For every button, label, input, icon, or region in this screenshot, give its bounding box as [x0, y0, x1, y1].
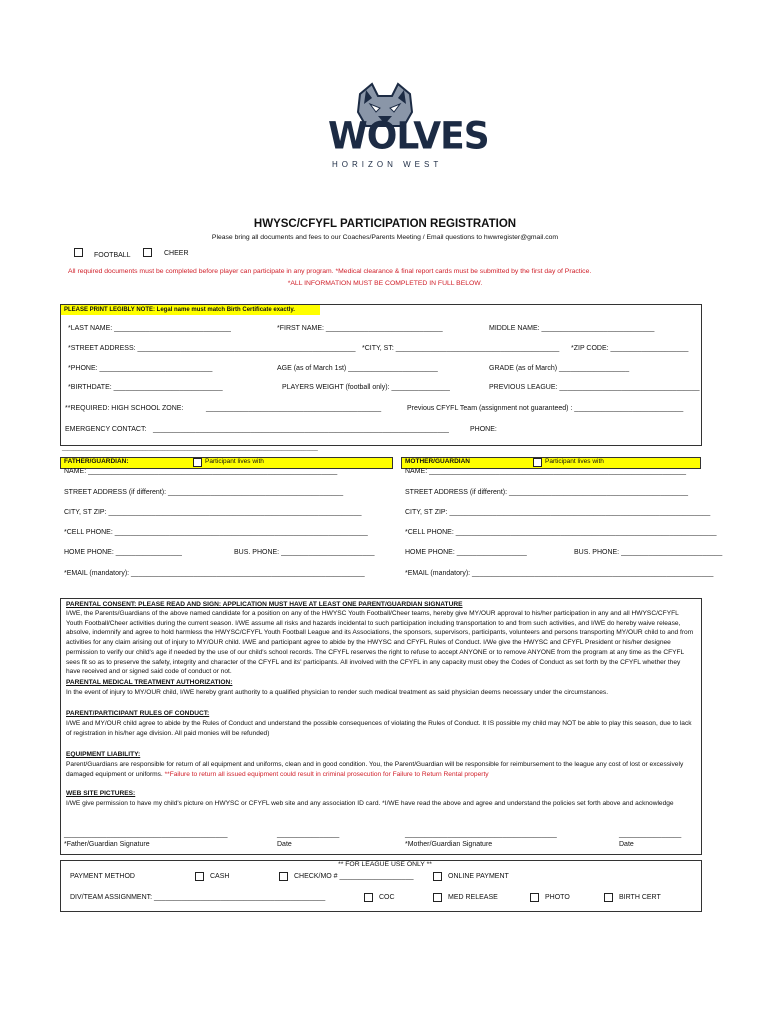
medical-body: In the event of injury to MY/OUR child, I/WE hereby grant authority to a qualified physician to render such medical treatment as said physician deems necessary under the circumstances. [66, 689, 609, 696]
mother-lives-checkbox[interactable] [533, 458, 542, 467]
check-checkbox[interactable] [279, 872, 288, 881]
age-field[interactable]: AGE (as of March 1st) _______________________ [277, 365, 438, 372]
cheer-checkbox[interactable] [143, 248, 152, 257]
consent-body: I/WE, the Parents/Guardians of the above named candidate for a position on any of the HWYSC Youth Football/Cheer teams, hereby give MY/OUR approval to his/her participation in any and all HWYSC/CFYFL Youth Football/Cheer activities during the current season. I/WE assume all risks and hazards incidental to such participation including transportation to and from such activities, and I/WE do hereby waive release, absolve, indemnify and agree to hold harmless the HWYSC/CFYFL Youth Football League and its Associations, the sponsors, supervisors, participants, volunteers and persons transporting MY/OUR child to and from activities for any claim arising out of injury to MY/OUR child. I/WE and participant agree to abide by the HWYSC and CFYFL Rules of Conduct. I/We give the HWYSC and CFYFL President or his/her designee permission to verify our child's age if needed by the use of our child's school records. The CFYFL reserves the right to refuse to accept ANYONE or to remove ANYONE from the program at any time as the CFYFL sees fit so as to preserve the safety, integrity and character of the CFYFL and its' participants. All involved with the CFYFL in any capacity must obey the Codes of Conduct as set forth by the CFYFL whether they have received and or signed said code of conduct or not. [66, 610, 694, 676]
print-legibly-note: PLEASE PRINT LEGIBLY NOTE: Legal name must match Birth Certificate exactly. [61, 305, 320, 315]
mother-city-field[interactable]: CITY, ST ZIP: ___________________________________________________________________ [405, 509, 711, 516]
form-title: HWYSC/CFYFL PARTICIPATION REGISTRATION [253, 218, 517, 230]
previous-league-field[interactable]: PREVIOUS LEAGUE: ____________________________________ [489, 384, 700, 391]
father-name-field[interactable]: NAME: ________________________________________________________________ [64, 468, 338, 475]
mother-lives-label: Participant lives with [545, 458, 604, 465]
check-label[interactable]: CHECK/MO # ___________________ [294, 873, 414, 880]
football-checkbox[interactable] [74, 248, 83, 257]
father-signature-label: *Father/Guardian Signature [64, 841, 150, 848]
birth-cert-label: BIRTH CERT [619, 894, 661, 901]
wolves-logo [326, 82, 489, 174]
rules-heading: PARENT/PARTICIPANT RULES OF CONDUCT: [66, 710, 210, 717]
mother-signature-label: *Mother/Guardian Signature [405, 841, 493, 848]
date-line-1[interactable]: ________________ [277, 831, 340, 838]
emergency-phone-label: PHONE: [470, 426, 497, 433]
school-zone-field[interactable]: _____________________________________________ [206, 405, 382, 412]
date-label-2: Date [619, 841, 634, 848]
birth-cert-checkbox[interactable] [604, 893, 613, 902]
cash-label: CASH [210, 873, 230, 880]
online-payment-checkbox[interactable] [433, 872, 442, 881]
emergency-line-2: ____________________________________________________________________________________________ [62, 446, 318, 452]
cash-checkbox[interactable] [195, 872, 204, 881]
div-team-field[interactable]: DIV/TEAM ASSIGNMENT: ____________________________________________ [70, 894, 326, 901]
mother-email-field[interactable]: *EMAIL (mandatory): ______________________________________________________________ [405, 570, 714, 577]
football-label: FOOTBALL [94, 252, 131, 259]
logo-text: WOLVES [328, 114, 489, 159]
emergency-contact-label: EMERGENCY CONTACT: [65, 426, 147, 433]
date-label-1: Date [277, 841, 292, 848]
last-name-field[interactable]: *LAST NAME: ______________________________ [68, 325, 231, 332]
street-field[interactable]: *STREET ADDRESS: ________________________________________________________ [68, 345, 356, 352]
cheer-label: CHEER [164, 250, 189, 257]
web-heading: WEB SITE PICTURES: [66, 790, 136, 797]
father-label: FATHER/GUARDIAN: [64, 458, 129, 465]
mother-signature-line[interactable]: _______________________________________ [405, 831, 557, 838]
mother-label: MOTHER/GUARDIAN [405, 458, 470, 465]
father-lives-checkbox[interactable] [193, 458, 202, 467]
equipment-body [66, 760, 694, 779]
coc-label: COC [379, 894, 395, 901]
mother-home-phone-field[interactable]: HOME PHONE: __________________ [405, 549, 527, 556]
middle-name-field[interactable]: MIDDLE NAME: _____________________________ [489, 325, 655, 332]
required-notice: All required documents must be completed before player can participate in any program. *Medical clearance & final report cards must be submitted by the first day of Practice. [68, 268, 592, 275]
med-release-checkbox[interactable] [433, 893, 442, 902]
mother-name-field[interactable]: NAME: __________________________________________________________________ [405, 468, 687, 475]
father-bus-phone-field[interactable]: BUS. PHONE: ________________________ [234, 549, 375, 556]
photo-label: PHOTO [545, 894, 570, 901]
payment-method-label: PAYMENT METHOD [70, 873, 135, 880]
form-subtitle: Please bring all documents and fees to our Coaches/Parents Meeting / Email questions to hwwregister@gmail.com [211, 234, 559, 241]
equipment-text: Parent/Guardians are responsible for return of all equipment and uniforms, clean and in good condition. You, the Parent/Guardian will be responsible for reimbursement to the league any cost of lost or excessively damaged equipment or uniforms. [66, 761, 684, 778]
consent-heading: PARENTAL CONSENT: PLEASE READ AND SIGN: APPLICATION MUST HAVE AT LEAST ONE PARENT/GUARDIAN SIGNATURE [66, 601, 463, 608]
grade-field[interactable]: GRADE (as of March) __________________ [489, 365, 630, 372]
required-school-label: **REQUIRED: HIGH SCHOOL ZONE: [65, 405, 184, 412]
medical-heading: PARENTAL MEDICAL TREATMENT AUTHORIZATION: [66, 679, 233, 686]
online-payment-label: ONLINE PAYMENT [448, 873, 509, 880]
father-lives-label: Participant lives with [205, 458, 264, 465]
rules-body: I/WE and MY/OUR child agree to abide by the Rules of Conduct and understand the possible consequences of violating the Rules of Conduct. It IS possible my child may NOT be able to play this season, due to lack of registration in his/her age division. All paid monies will be refunded) [66, 720, 692, 737]
father-email-field[interactable]: *EMAIL (mandatory): ____________________________________________________________ [64, 570, 365, 577]
father-cell-field[interactable]: *CELL PHONE: _________________________________________________________________ [64, 529, 368, 536]
date-line-2[interactable]: ________________ [619, 831, 682, 838]
coc-checkbox[interactable] [364, 893, 373, 902]
league-use-heading: ** FOR LEAGUE USE ONLY ** [338, 861, 432, 868]
weight-field[interactable]: PLAYERS WEIGHT (football only): _______________ [282, 384, 450, 391]
web-body: I/WE give permission to have my child's picture on HWYSC or CFYFL web site and any association ID card. *I/WE have read the above and agree and understand the policies set forth above and acknowledge [66, 800, 674, 807]
mother-cell-field[interactable]: *CELL PHONE: ___________________________________________________________________ [405, 529, 717, 536]
phone-field[interactable]: *PHONE: _____________________________ [68, 365, 213, 372]
birthdate-field[interactable]: *BIRTHDATE: ____________________________ [68, 384, 223, 391]
mother-street-field[interactable]: STREET ADDRESS (if different): ______________________________________________ [405, 489, 689, 496]
equipment-warning: **Failure to return all issued equipment could result in criminal prosecution for Failure to Return Rental property [164, 770, 489, 778]
previous-team-field[interactable]: Previous CFYFL Team (assignment not guaranteed) : ____________________________ [407, 405, 684, 412]
father-city-field[interactable]: CITY, ST ZIP: _________________________________________________________________ [64, 509, 362, 516]
logo-subtext: HORIZON WEST [332, 160, 443, 169]
photo-checkbox[interactable] [530, 893, 539, 902]
equipment-heading: EQUIPMENT LIABILITY: [66, 751, 141, 758]
complete-notice: *ALL INFORMATION MUST BE COMPLETED IN FULL BELOW. [287, 280, 483, 287]
city-field[interactable]: *CITY, ST: __________________________________________ [362, 345, 560, 352]
father-street-field[interactable]: STREET ADDRESS (if different): _____________________________________________ [64, 489, 344, 496]
first-name-field[interactable]: *FIRST NAME: ______________________________ [277, 325, 443, 332]
father-home-phone-field[interactable]: HOME PHONE: _________________ [64, 549, 182, 556]
father-signature-line[interactable]: __________________________________________ [64, 831, 228, 838]
emergency-contact-field[interactable]: ____________________________________________________________________________ [153, 426, 449, 433]
med-release-label: MED RELEASE [448, 894, 498, 901]
zip-field[interactable]: *ZIP CODE: ____________________ [571, 345, 689, 352]
mother-bus-phone-field[interactable]: BUS. PHONE: __________________________ [574, 549, 723, 556]
